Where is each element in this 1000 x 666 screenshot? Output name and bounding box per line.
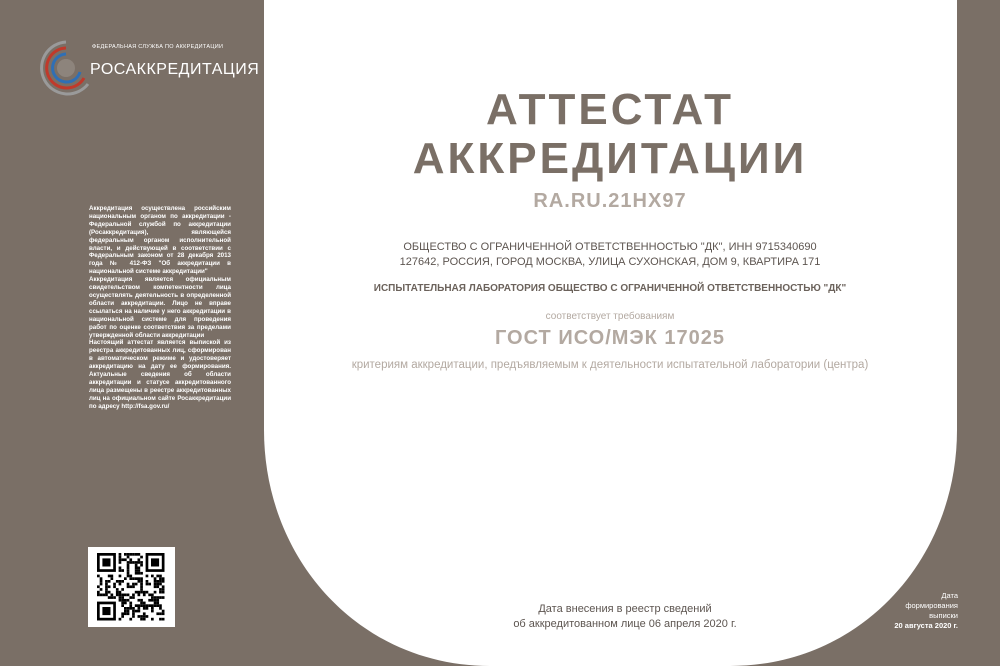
logo-wordmark (90, 61, 259, 79)
formation-date-block (870, 591, 958, 631)
formation-label-2: формирования (905, 601, 958, 610)
registration-number: RA.RU.21HX97 (533, 190, 687, 212)
organization-name: ОБЩЕСТВО С ОГРАНИЧЕННОЙ ОТВЕТСТВЕННОСТЬЮ "ДК", ИНН 9715340690 (403, 241, 817, 253)
accreditation-notice (89, 205, 231, 411)
qr-code-icon[interactable] (88, 547, 175, 627)
notice-paragraph-3: Настоящий аттестат является выпиской из реестра аккредитованных лиц, сформирован в автоматическом режиме и удостоверяет аккредитацию на дату ее формирования. Актуальные сведения об области аккредитации и статусе аккредитованного лица размещены в реестре аккредитованных лиц на официальном сайте Росаккредитации по адресу http://fsa.gov.ru/ (89, 339, 231, 410)
conforms-caption: соответствует требованиям (545, 311, 675, 322)
formation-label-3: выписки (929, 611, 958, 620)
logo-main-text: АККРЕДИТАЦИЯ (125, 61, 260, 78)
logo-agency-caption: ФЕДЕРАЛЬНАЯ СЛУЖБА ПО АККРЕДИТАЦИИ (92, 44, 224, 50)
registry-entry-line-1: Дата внесения в реестр сведений (538, 603, 712, 615)
laboratory-name: ИСПЫТАТЕЛЬНАЯ ЛАБОРАТОРИЯ ОБЩЕСТВО С ОГРАНИЧЕННОЙ ОТВЕТСТВЕННОСТЬЮ "ДК" (373, 283, 847, 294)
logo-ros-text: РОС (90, 61, 126, 78)
formation-label-1: Дата (941, 591, 958, 600)
certificate-title-line-1: АТТЕСТАТ (486, 85, 734, 134)
notice-paragraph-2: Аккредитация является официальным свидетельством компетентности лица осуществлять деятельность в определенной области аккредитации. Лицо не вправе ссылаться на наличие у него аккредитации в национальной системе для проведения работ по оценке соответствия за пределами утвержденной области аккредитации (89, 276, 231, 339)
organization-address: 127642, РОССИЯ, ГОРОД МОСКВА, УЛИЦА СУХОНСКАЯ, ДОМ 9, КВАРТИРА 171 (399, 256, 821, 268)
certificate-title-line-2: АККРЕДИТАЦИИ (412, 134, 808, 183)
standard-name: ГОСТ ИСО/МЭК 17025 (494, 327, 726, 349)
notice-paragraph-1: Аккредитация осуществлена российским национальным органом по аккредитации - Федеральной службой по аккредитации (Росаккредитация), являющейся федеральным органом исполнительной власти, и действующей в соответствии с Федеральным законом от 28 декабря 2013 года № 412-ФЗ "Об аккредитации в национальной системе аккредитации" (89, 205, 231, 276)
registry-entry-line-2: об аккредитованном лице 06 апреля 2020 г. (513, 618, 737, 630)
formation-date: 20 августа 2020 г. (894, 621, 958, 630)
criteria-text: критериям аккредитации, предъявляемым к деятельности испытательной лаборатории (центра) (351, 359, 869, 371)
